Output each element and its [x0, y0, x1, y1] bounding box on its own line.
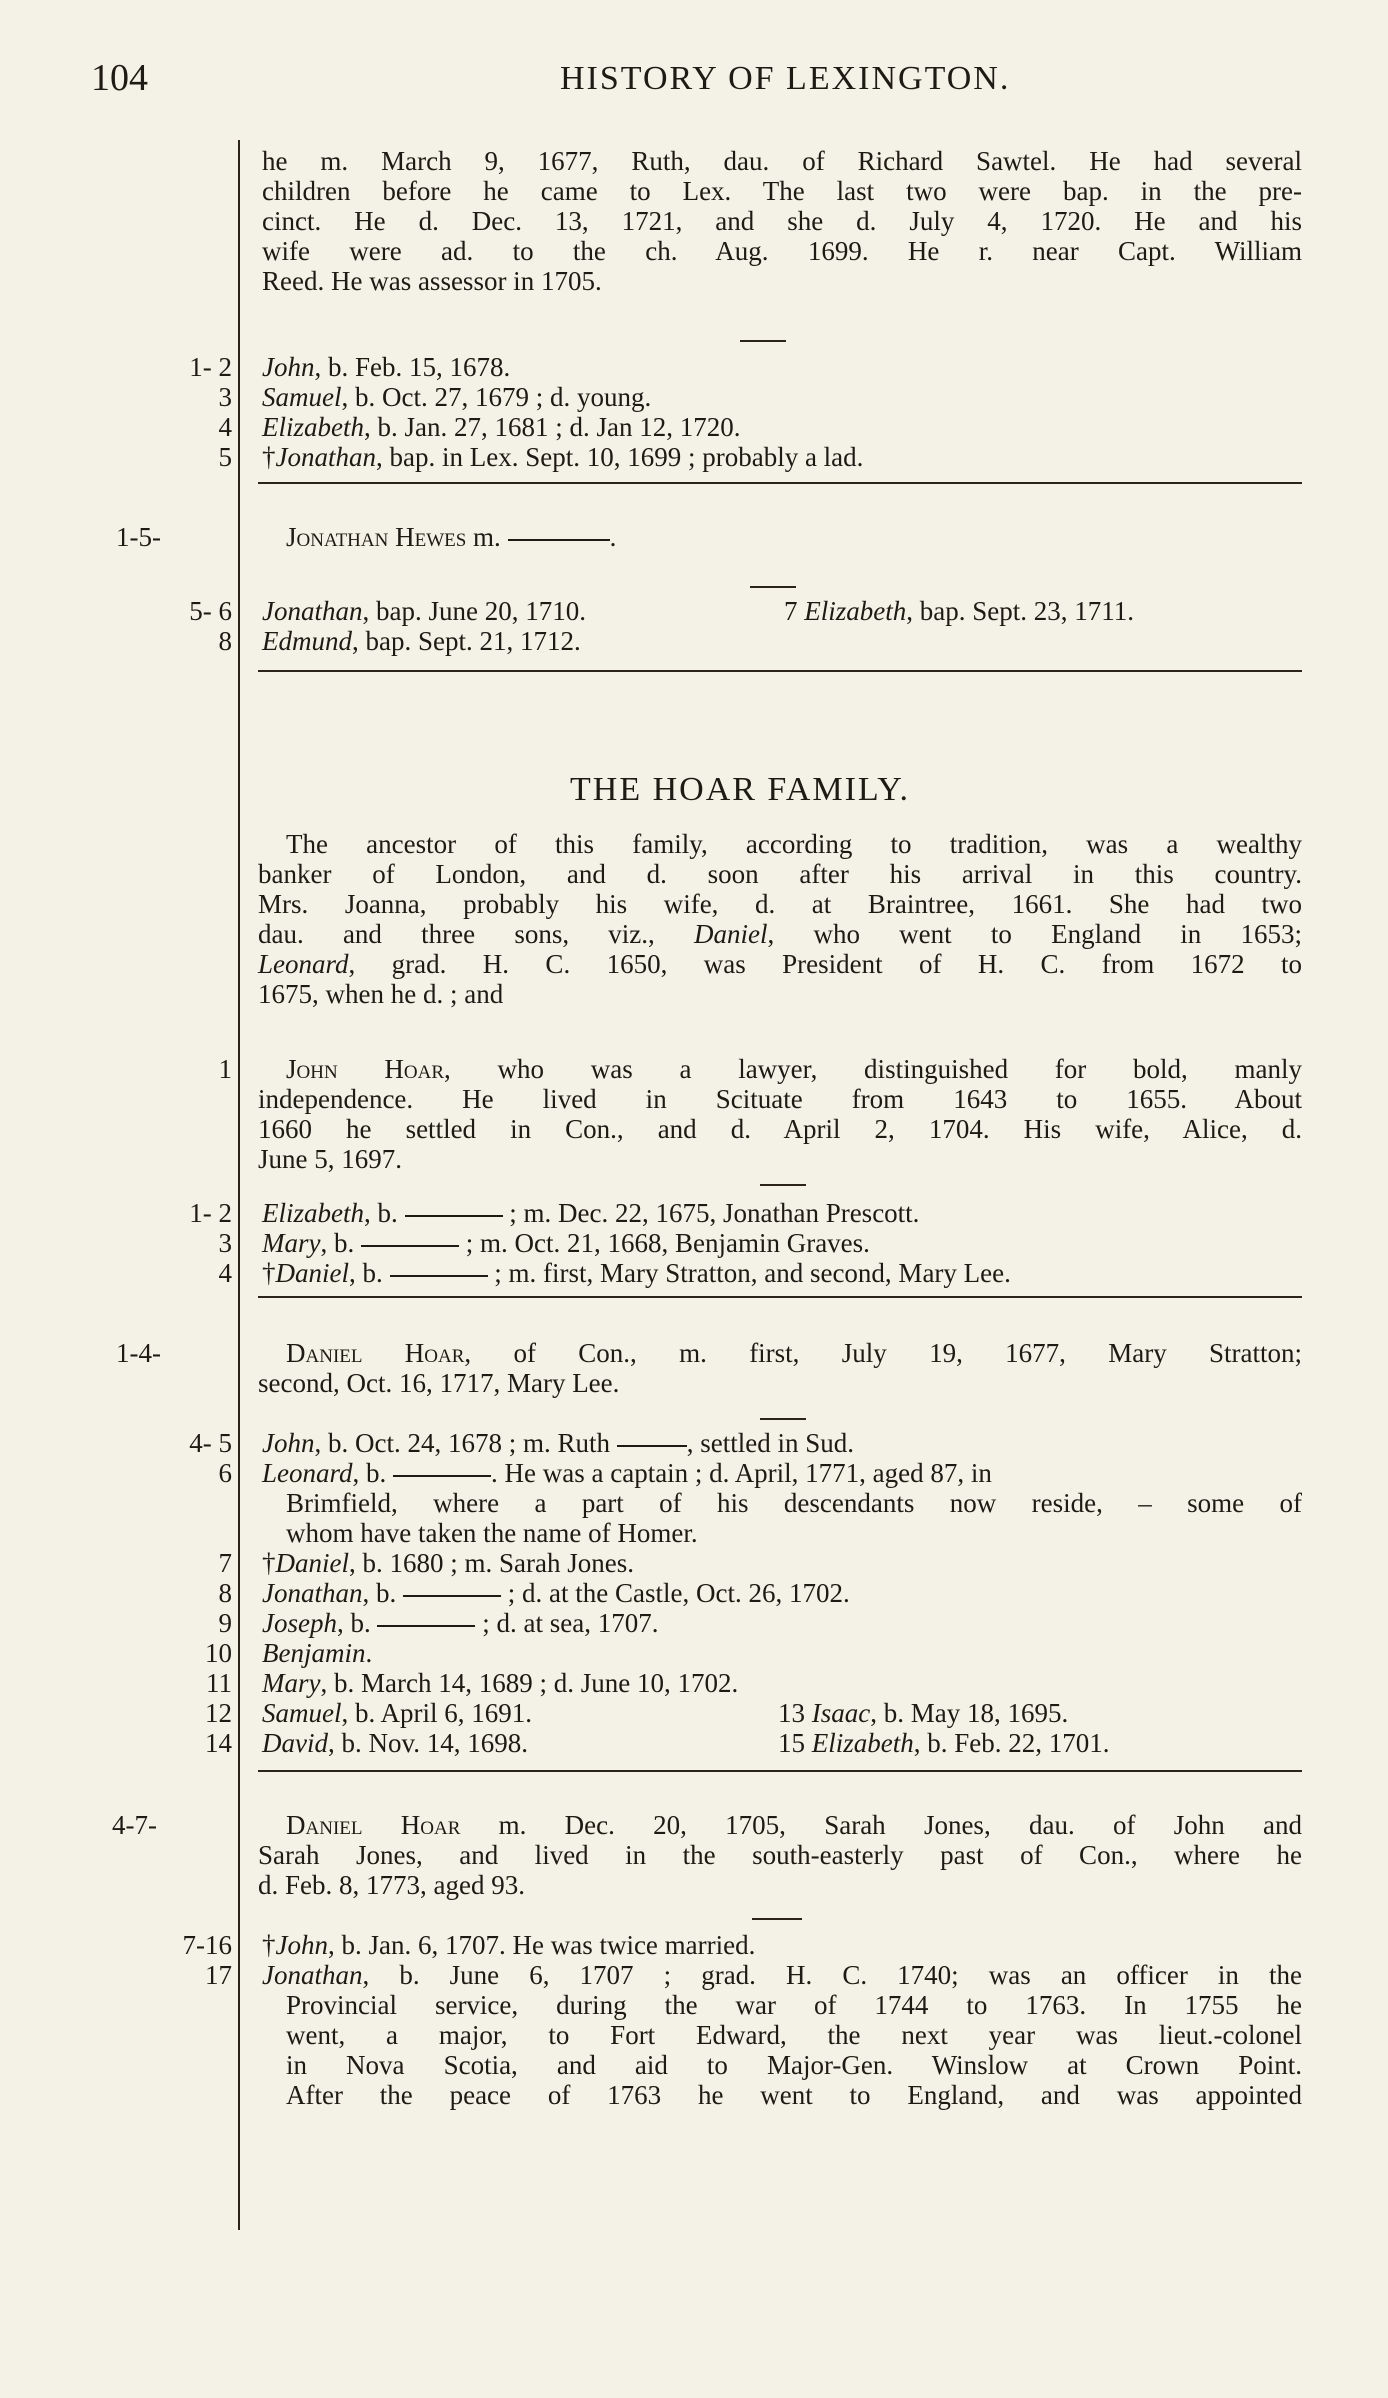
child-entry: Mary, b. March 14, 1689 ; d. June 10, 1702.	[262, 1668, 739, 1698]
entry-number: 7-16	[182, 1930, 232, 1960]
entry-number: 5	[218, 442, 232, 472]
entry-number: 1	[218, 1054, 232, 1084]
genealogy-rule	[238, 140, 240, 2230]
paragraph-line: John Hoar, who was a lawyer, distinguished for bold, manly	[286, 1054, 1302, 1084]
child-entry: Mary, b. ; m. Oct. 21, 1668, Benjamin Graves.	[262, 1228, 870, 1258]
entry-number: 4	[218, 1258, 232, 1288]
paragraph-line: Daniel Hoar m. Dec. 20, 1705, Sarah Jones, dau. of John and	[286, 1810, 1302, 1840]
child-entry: Leonard, b. . He was a captain ; d. April, 1771, aged 87, in	[262, 1458, 992, 1488]
child-entry: John, b. Oct. 24, 1678 ; m. Ruth , settled in Sud.	[262, 1428, 854, 1458]
child-entry: 15 Elizabeth, b. Feb. 22, 1701.	[778, 1728, 1110, 1758]
paragraph-line: second, Oct. 16, 1717, Mary Lee.	[258, 1368, 620, 1398]
child-entry: Elizabeth, b. ; m. Dec. 22, 1675, Jonathan Prescott.	[262, 1198, 920, 1228]
short-rule	[750, 586, 796, 588]
entry-number: 6	[218, 1458, 232, 1488]
paragraph-line: Reed. He was assessor in 1705.	[262, 266, 602, 296]
paragraph-line: The ancestor of this family, according to tradition, was a wealthy	[286, 829, 1302, 859]
section-rule	[258, 670, 1302, 672]
paragraph-line: Daniel Hoar, of Con., m. first, July 19, 1677, Mary Stratton;	[286, 1338, 1303, 1368]
paragraph-line: Leonard, grad. H. C. 1650, was President of H. C. from 1672 to	[258, 949, 1302, 979]
short-rule	[760, 1184, 806, 1186]
paragraph-line: banker of London, and d. soon after his arrival in this country.	[258, 859, 1302, 889]
paragraph-line: went, a major, to Fort Edward, the next year was lieut.-colonel	[286, 2020, 1302, 2050]
paragraph-line: June 5, 1697.	[258, 1144, 402, 1174]
paragraph-line: Provincial service, during the war of 1744 to 1763. In 1755 he	[286, 1990, 1302, 2020]
child-entry: Jonathan, b. June 6, 1707 ; grad. H. C. 1740; was an officer in the	[262, 1960, 1302, 1990]
paragraph-line: dau. and three sons, viz., Daniel, who went to England in 1653;	[258, 919, 1302, 949]
entry-number: 3	[218, 1228, 232, 1258]
short-rule	[752, 1918, 802, 1920]
child-entry: Elizabeth, b. Jan. 27, 1681 ; d. Jan 12, 1720.	[262, 412, 741, 442]
family-heading: Jonathan Hewes m. .	[286, 522, 617, 552]
child-entry: John, b. Feb. 15, 1678.	[262, 352, 511, 382]
entry-number: 3	[218, 382, 232, 412]
paragraph-line: whom have taken the name of Homer.	[286, 1518, 698, 1548]
child-entry: Jonathan, b. ; d. at the Castle, Oct. 26, 1702.	[262, 1578, 850, 1608]
entry-number: 4	[218, 412, 232, 442]
child-entry: Samuel, b. April 6, 1691.	[262, 1698, 532, 1728]
entry-number: 12	[205, 1698, 232, 1728]
short-rule	[740, 340, 786, 342]
paragraph-line: 1675, when he d. ; and	[258, 979, 504, 1009]
entry-number: 1-4-	[116, 1338, 161, 1368]
entry-number: 5- 6	[189, 596, 232, 626]
entry-number: 14	[205, 1728, 232, 1758]
child-entry: †Jonathan, bap. in Lex. Sept. 10, 1699 ; probably a lad.	[262, 442, 864, 472]
entry-number: 1- 2	[189, 1198, 232, 1228]
paragraph-line: Brimfield, where a part of his descendants now reside, – some of	[286, 1488, 1302, 1518]
section-rule	[258, 482, 1302, 484]
child-entry: Benjamin.	[262, 1638, 373, 1668]
entry-number: 10	[205, 1638, 232, 1668]
paragraph-line: he m. March 9, 1677, Ruth, dau. of Richard Sawtel. He had several	[262, 146, 1302, 176]
running-head: HISTORY OF LEXINGTON.	[560, 60, 1011, 97]
section-rule	[258, 1770, 1302, 1772]
entry-number: 4-7-	[112, 1810, 157, 1840]
child-entry: Jonathan, bap. June 20, 1710.	[262, 596, 586, 626]
paragraph-line: children before he came to Lex. The last two were bap. in the pre-	[262, 176, 1302, 206]
entry-number: 1- 2	[189, 352, 232, 382]
child-entry: David, b. Nov. 14, 1698.	[262, 1728, 528, 1758]
page-number: 104	[91, 57, 148, 99]
short-rule	[760, 1418, 806, 1420]
entry-number: 9	[218, 1608, 232, 1638]
child-entry: †Daniel, b. ; m. first, Mary Stratton, and second, Mary Lee.	[262, 1258, 1011, 1288]
entry-number: 11	[206, 1668, 232, 1698]
paragraph-line: 1660 he settled in Con., and d. April 2, 1704. His wife, Alice, d.	[258, 1114, 1302, 1144]
section-rule	[258, 1296, 1302, 1298]
child-entry: 13 Isaac, b. May 18, 1695.	[778, 1698, 1069, 1728]
paragraph-line: in Nova Scotia, and aid to Major-Gen. Winslow at Crown Point.	[286, 2050, 1302, 2080]
entry-number: 8	[218, 1578, 232, 1608]
child-entry: †John, b. Jan. 6, 1707. He was twice married.	[262, 1930, 756, 1960]
child-entry: 7 Elizabeth, bap. Sept. 23, 1711.	[784, 596, 1134, 626]
child-entry: †Daniel, b. 1680 ; m. Sarah Jones.	[262, 1548, 634, 1578]
paragraph-line: independence. He lived in Scituate from 1643 to 1655. About	[258, 1084, 1302, 1114]
entry-number: 4- 5	[189, 1428, 232, 1458]
paragraph-line: d. Feb. 8, 1773, aged 93.	[258, 1870, 525, 1900]
paragraph-line: cinct. He d. Dec. 13, 1721, and she d. July 4, 1720. He and his	[262, 206, 1302, 236]
child-entry: Edmund, bap. Sept. 21, 1712.	[262, 626, 581, 656]
family-title: THE HOAR FAMILY.	[570, 771, 910, 808]
entry-number: 8	[218, 626, 232, 656]
paragraph-line: wife were ad. to the ch. Aug. 1699. He r. near Capt. William	[262, 236, 1302, 266]
entry-number: 7	[218, 1548, 232, 1578]
entry-number: 17	[205, 1960, 232, 1990]
paragraph-line: Mrs. Joanna, probably his wife, d. at Braintree, 1661. She had two	[258, 889, 1302, 919]
entry-number: 1-5-	[116, 522, 161, 552]
child-entry: Joseph, b. ; d. at sea, 1707.	[262, 1608, 659, 1638]
child-entry: Samuel, b. Oct. 27, 1679 ; d. young.	[262, 382, 652, 412]
paragraph-line: After the peace of 1763 he went to England, and was appointed	[286, 2080, 1302, 2110]
paragraph-line: Sarah Jones, and lived in the south-easterly past of Con., where he	[258, 1840, 1302, 1870]
